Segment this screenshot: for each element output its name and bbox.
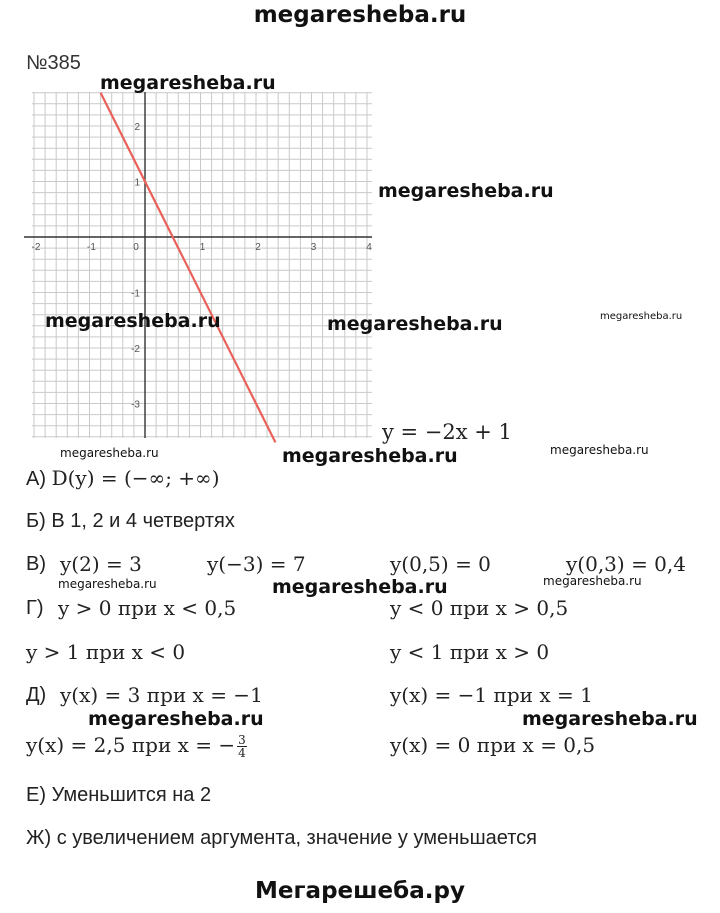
answer-zh-label: Ж) [26, 827, 52, 849]
problem-number: №385 [26, 52, 81, 74]
answer-v-2: y(−3) = 7 [207, 552, 306, 576]
watermark: megaresheba.ru [327, 313, 503, 335]
x-tick-label: 0 [133, 242, 139, 253]
y-tick-label: -2 [131, 344, 140, 355]
graph-line [101, 93, 276, 443]
graph-tick-labels [32, 122, 373, 411]
answer-b-label: Б) [26, 510, 46, 532]
answer-d-3-text: y(x) = 2,5 при x = − [26, 733, 236, 757]
answer-d-1: y(x) = 3 при x = −1 [60, 683, 263, 707]
watermark: megaresheba.ru [45, 310, 221, 332]
answer-e-text: Уменьшится на 2 [51, 784, 212, 806]
answer-v-label: В) [26, 553, 46, 575]
answer-g-4: y < 1 при x > 0 [390, 640, 550, 664]
graph-axes [24, 92, 372, 438]
function-graph [0, 80, 380, 445]
y-tick-label: 2 [134, 122, 140, 133]
watermark: megaresheba.ru [60, 446, 159, 460]
site-header: megaresheba.ru [253, 2, 467, 28]
equation-label: y = −2x + 1 [382, 420, 512, 444]
answer-d-4: y(x) = 0 при x = 0,5 [390, 733, 596, 757]
answer-a [26, 466, 220, 491]
fraction-denominator: 4 [238, 746, 246, 760]
y-tick-label: -1 [131, 288, 140, 300]
x-tick-label: 2 [255, 242, 261, 253]
watermark: megaresheba.ru [272, 576, 448, 598]
answer-b [26, 510, 235, 533]
answer-zh-text: с увеличением аргумента, значение у уменьшается [56, 827, 537, 849]
answer-a-text: D(y) = (−∞; +∞) [51, 466, 220, 490]
x-tick-label: 3 [310, 242, 317, 253]
watermark: megaresheba.ru [100, 72, 276, 94]
watermark: megaresheba.ru [543, 574, 642, 588]
watermark: megaresheba.ru [88, 708, 264, 730]
answer-d-label: Д) [26, 684, 47, 706]
watermark: megaresheba.ru [58, 577, 157, 591]
answer-g-2: y < 0 при x > 0,5 [390, 596, 569, 620]
answer-d-3 [26, 733, 247, 759]
x-tick-label: -1 [87, 242, 96, 253]
answer-zh [26, 827, 537, 850]
y-tick-label: 1 [134, 177, 140, 189]
answer-g-1: y > 0 при x < 0,5 [58, 596, 237, 620]
graph-grid [32, 92, 372, 438]
answer-g-label: Г) [26, 597, 44, 619]
fraction-numerator: 3 [238, 733, 246, 747]
answer-a-label: А) [26, 468, 46, 490]
answer-e-label: Е) [26, 784, 46, 806]
answer-v-1: y(2) = 3 [60, 552, 142, 576]
y-tick-label: -3 [131, 399, 140, 411]
answer-d-2: y(x) = −1 при x = 1 [390, 683, 593, 707]
x-tick-label: -2 [31, 242, 41, 253]
watermark: megaresheba.ru [522, 708, 698, 730]
answer-e [26, 784, 211, 807]
watermark: megaresheba.ru [378, 180, 554, 202]
answer-v-3: y(0,5) = 0 [390, 552, 491, 576]
x-tick-label: 4 [366, 242, 372, 253]
watermark: megaresheba.ru [550, 443, 649, 457]
x-tick-label: 1 [199, 242, 206, 253]
site-footer: Мегарешеба.ру [255, 878, 465, 904]
watermark: megaresheba.ru [282, 445, 458, 467]
series-line [101, 93, 276, 443]
answer-v-4: y(0,3) = 0,4 [566, 552, 686, 576]
answer-b-text: В 1, 2 и 4 четвертях [51, 510, 235, 532]
watermark: megaresheba.ru [600, 311, 683, 322]
fraction [237, 734, 247, 759]
answer-g-3: y > 1 при x < 0 [26, 640, 186, 664]
